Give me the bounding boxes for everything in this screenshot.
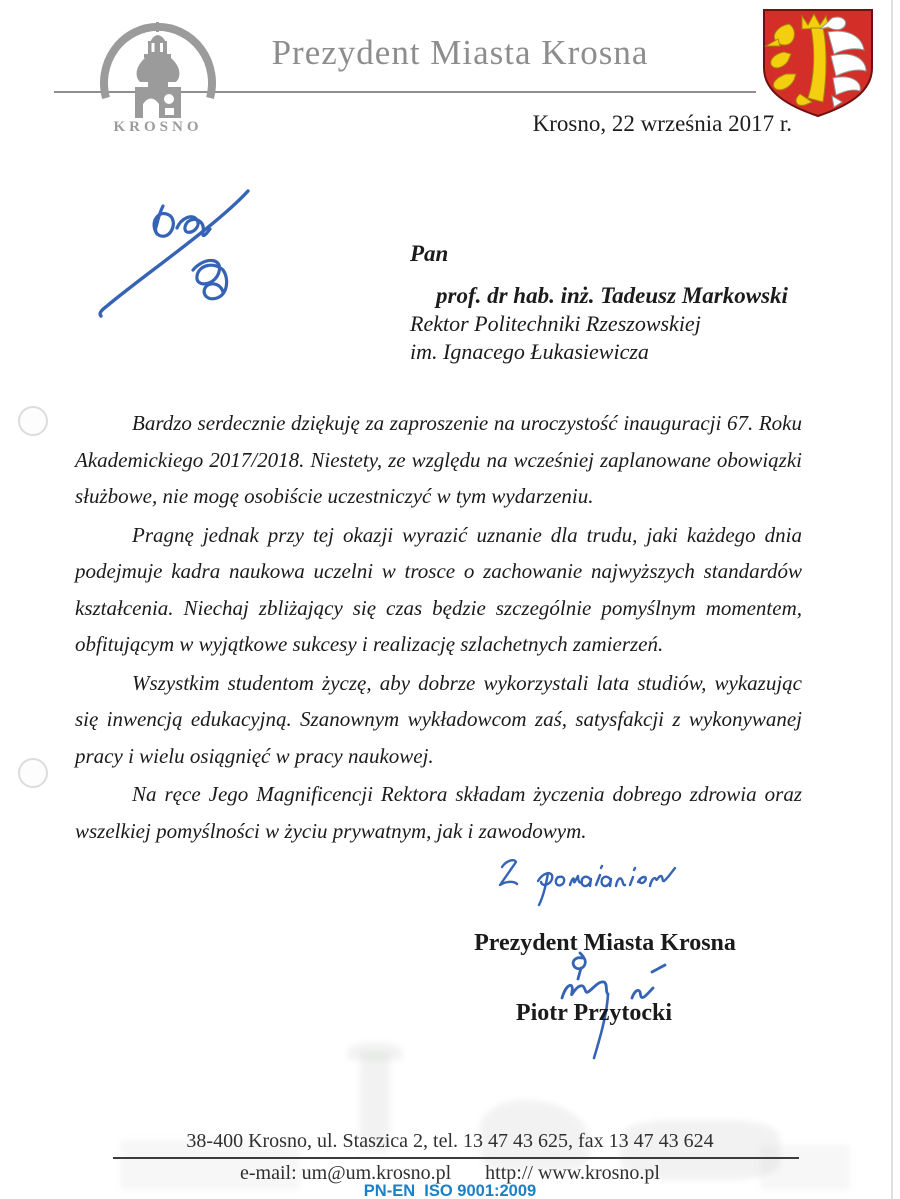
krosno-coat-of-arms-icon — [756, 6, 880, 120]
body-paragraph-4: Na ręce Jego Magnificencji Rektora składam życzenia dobrego zdrowia oraz wszelkiej pomyślności w życiu prywatnym, jak i zawodowym. — [75, 782, 802, 843]
scan-edge-line — [891, 0, 893, 1199]
recipient-block — [410, 241, 788, 365]
footer-website: http:// www.krosno.pl — [485, 1162, 660, 1184]
letter-body — [75, 405, 802, 851]
recipient-salutation: Pan — [410, 241, 449, 266]
footer-email: e-mail: um@um.krosno.pl — [240, 1162, 452, 1184]
handwritten-closing-note — [488, 843, 693, 911]
recipient-role: Rektor Politechniki Rzeszowskiej — [410, 311, 701, 336]
body-paragraph-3: Wszystkim studentom życzę, aby dobrze wykorzystali lata studiów, wykazując się inwencją edukacyjną. Szanownym wykładowcom zaś, satysfakcji z wykonywanej pracy i wielu osiągnięć w pracy naukowej. — [75, 670, 802, 768]
krosno-city-logo-icon — [82, 12, 234, 134]
logo-tower — [135, 22, 181, 118]
recipient-name: prof. dr hab. inż. Tadeusz Markowski — [436, 283, 788, 308]
recipient-institution: im. Ignacego Łukasiewicza — [410, 338, 649, 364]
body-paragraph-2: Pragnę jednak przy tej okazji wyrazić uznanie dla trudu, jaki każdego dnia podejmuje kadra naukowa uczelni w trosce o zachowanie najwyższych standardów kształcenia. Niechaj zbliżający się czas będzie szczególnie pomyślnym momentem, obfitującym w wyjątkowe sukcesy i realizację szlachetnych zamierzeń. — [75, 522, 802, 656]
hole-punch-top — [18, 406, 48, 436]
sender-title: Prezydent Miasta Krosna — [271, 33, 649, 72]
date-line: Krosno, 22 września 2017 r. — [532, 111, 792, 136]
hole-punch-bottom — [18, 758, 48, 788]
footer-divider — [113, 1157, 799, 1159]
handwritten-initials — [95, 178, 265, 323]
footer-address: 38-400 Krosno, ul. Staszica 2, tel. 13 47 43 625, fax 13 47 43 624 — [186, 1130, 714, 1152]
iso-certification: PN-EN ISO 9001:2009 — [363, 1182, 537, 1199]
logo-caption: KROSNO — [113, 119, 203, 134]
body-paragraph-1: Bardzo serdecznie dziękuję za zaproszenie na uroczystość inauguracji 67. Roku Akademickiego 2017/2018. Niestety, ze względu na wcześniej zaplanowane obowiązki służbowe, nie mogę osobiście uczestniczyć w tym wydarzeniu. — [75, 411, 802, 508]
signer-title: Prezydent Miasta Krosna — [474, 930, 736, 956]
signer-name: Piotr Przytocki — [515, 1000, 673, 1026]
